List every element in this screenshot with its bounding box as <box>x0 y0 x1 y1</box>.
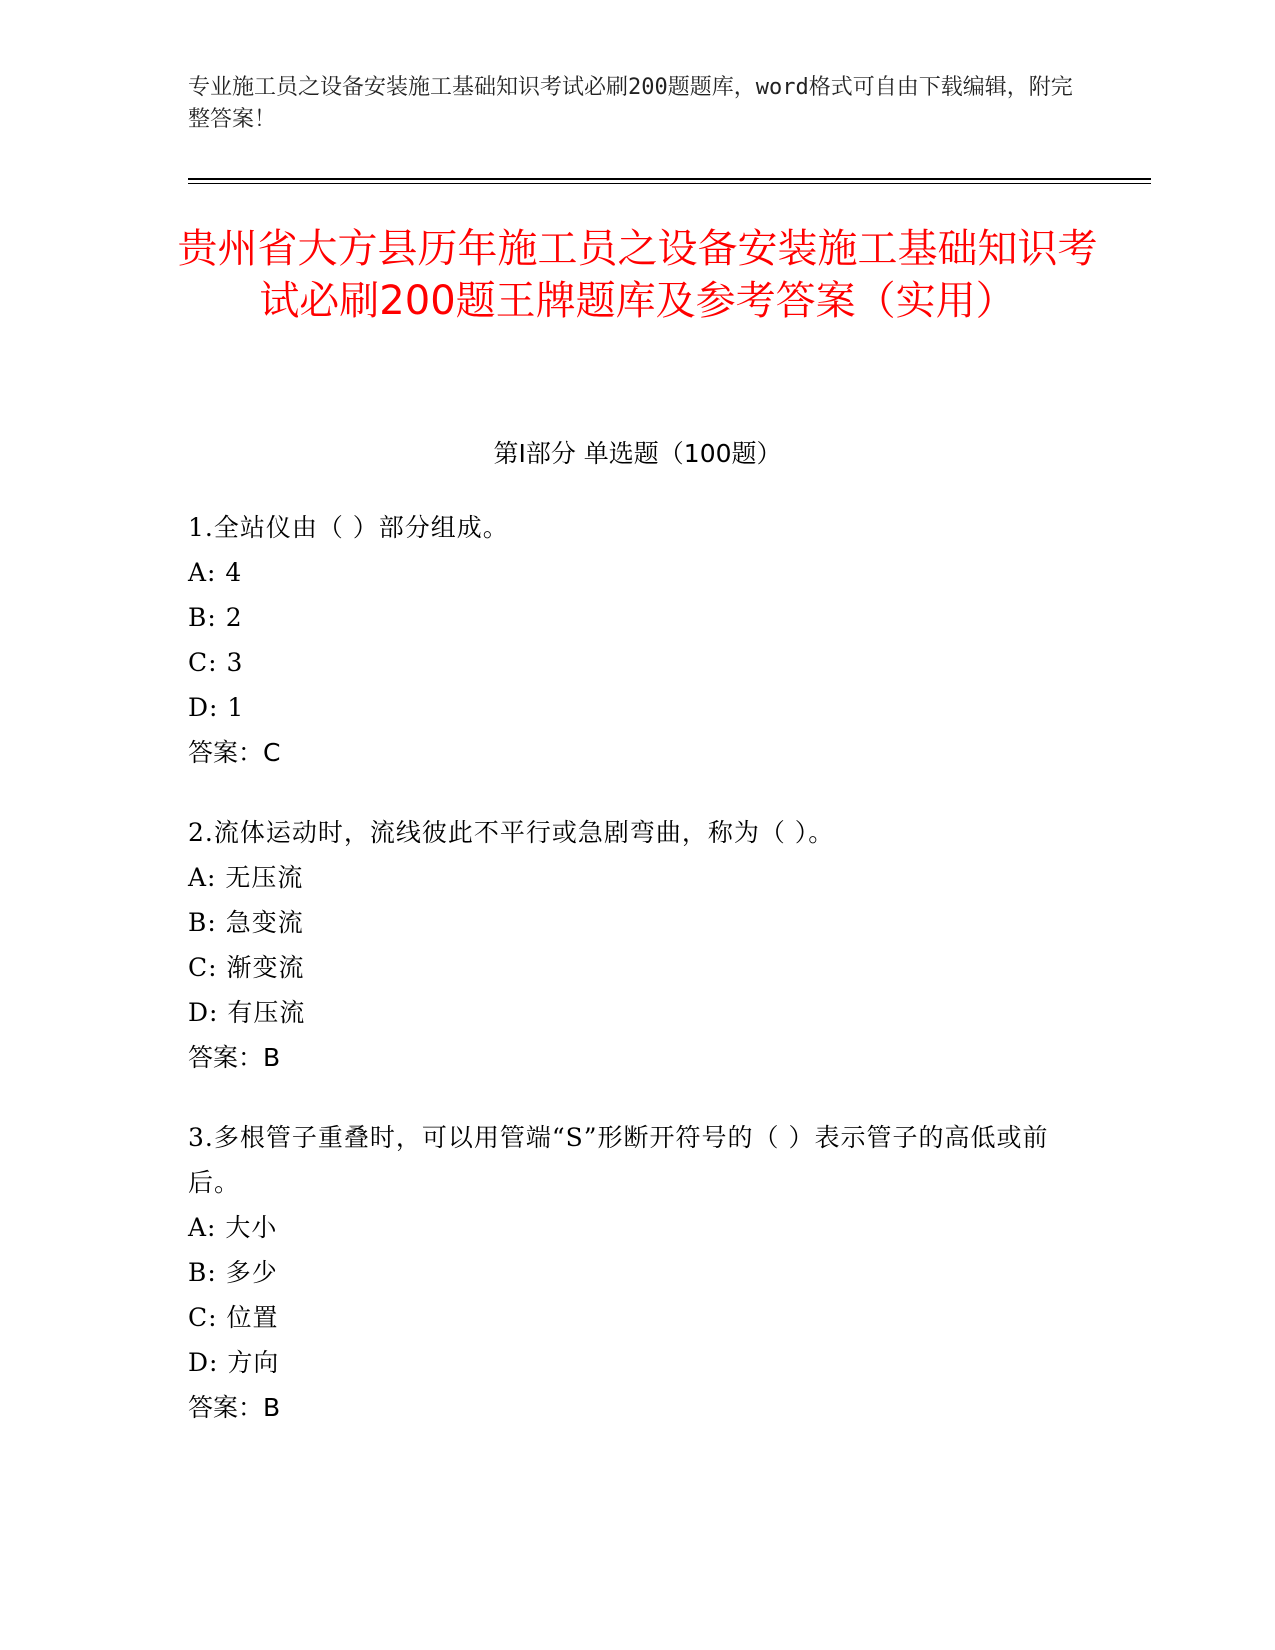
option-c: C: 3 <box>188 648 244 677</box>
document-title: 贵州省大方县历年施工员之设备安装施工基础知识考试必刷200题王牌题库及参考答案（实用） <box>177 226 1098 324</box>
option-a: A: 无压流 <box>188 863 304 892</box>
option-a: A: 大小 <box>188 1213 278 1242</box>
question-2 <box>188 810 1068 1080</box>
option-b: B: 2 <box>188 603 243 632</box>
option-d: D: 方向 <box>188 1348 280 1377</box>
question-1 <box>188 505 1068 775</box>
option-c: C: 渐变流 <box>188 953 305 982</box>
header-rule-thick <box>188 178 1151 180</box>
question-stem: 3.多根管子重叠时，可以用管端“S”形断开符号的（ ）表示管子的高低或前后。 <box>188 1123 1049 1197</box>
option-d: D: 1 <box>188 693 245 722</box>
section-title: 第Ⅰ部分 单选题（100题） <box>493 439 782 468</box>
question-3 <box>188 1115 1068 1430</box>
option-a: A: 4 <box>188 558 243 587</box>
answer: 答案：B <box>188 1043 281 1072</box>
answer: 答案：C <box>188 738 281 767</box>
question-stem: 1.全站仪由（ ）部分组成。 <box>188 513 509 542</box>
option-c: C: 位置 <box>188 1303 279 1332</box>
question-stem: 2.流体运动时，流线彼此不平行或急剧弯曲，称为（ ）。 <box>188 818 835 847</box>
answer: 答案：B <box>188 1393 281 1422</box>
option-b: B: 急变流 <box>188 908 304 937</box>
header-rule-thin <box>188 183 1151 184</box>
header-note: 专业施工员之设备安装施工基础知识考试必刷200题题库，word格式可自由下载编辑，附完整答案！ <box>188 75 1073 132</box>
option-d: D: 有压流 <box>188 998 306 1027</box>
option-b: B: 多少 <box>188 1258 278 1287</box>
